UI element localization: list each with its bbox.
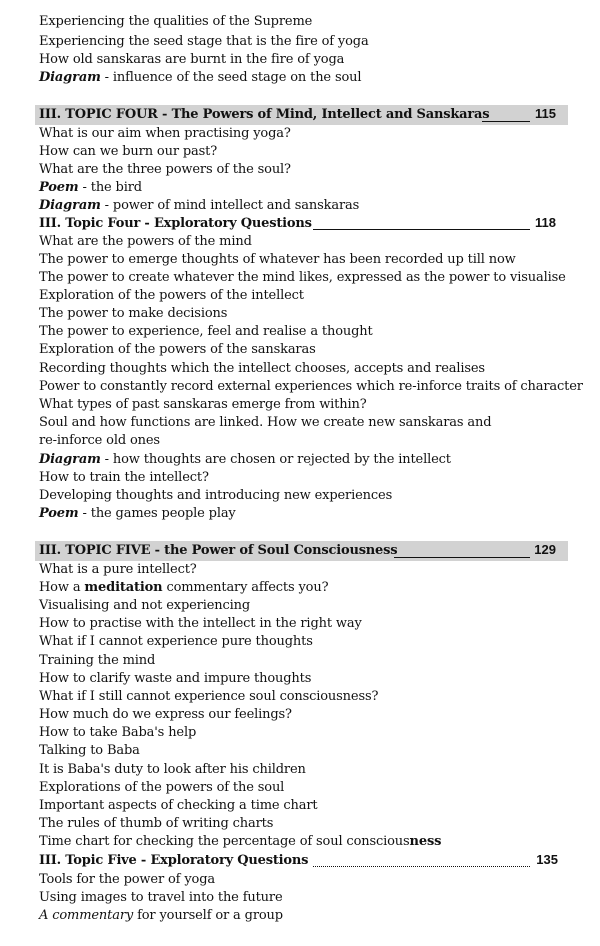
toc-line <box>39 907 283 925</box>
toc-line: How old sanskaras are burnt in the fire of yoga <box>39 52 345 67</box>
toc-line: Talking to Baba <box>39 743 140 758</box>
toc-line: Recording thoughts which the intellect chooses, accepts and realises <box>39 361 485 376</box>
toc-line: The rules of thumb of writing charts <box>39 816 274 831</box>
toc-line: Soul and how functions are linked. How we create new sanskaras and <box>39 415 492 430</box>
toc-line: How to take Baba's help <box>39 725 197 740</box>
subsection-heading: III. Topic Four - Exploratory Questions <box>39 216 312 231</box>
item-text: - the bird <box>78 180 142 195</box>
toc-line: How to practise with the intellect in the right way <box>39 616 362 631</box>
toc-line: Tools for the power of yoga <box>39 872 215 887</box>
leader-line <box>313 866 530 867</box>
section-heading-topic-four: III. TOPIC FOUR - The Powers of Mind, Intellect and Sanskaras <box>39 107 490 122</box>
toc-line: What types of past sanskaras emerge from within? <box>39 397 367 412</box>
toc-line: The power to make decisions <box>39 306 228 321</box>
page-number: 118 <box>535 215 556 230</box>
item-label: Poem <box>39 506 79 521</box>
page-number: 129 <box>534 542 556 557</box>
toc-line: The power to create whatever the mind likes, expressed as the power to visualise <box>39 270 566 285</box>
item-text: commentary affects you? <box>162 580 329 595</box>
item-text: How a <box>39 580 85 595</box>
item-label: Diagram <box>39 198 101 213</box>
item-text: - influence of the seed stage on the soul <box>100 70 362 85</box>
toc-line: Exploration of the powers of the sanskaras <box>39 342 316 357</box>
item-label: Diagram <box>39 452 101 467</box>
toc-line <box>39 505 236 523</box>
toc-line: How to train the intellect? <box>39 470 209 485</box>
item-text: - the games people play <box>78 506 236 521</box>
toc-line: It is Baba's duty to look after his children <box>39 762 306 777</box>
toc-line: The power to emerge thoughts of whatever has been recorded up till now <box>39 252 516 267</box>
toc-line: What if I still cannot experience soul consciousness? <box>39 689 379 704</box>
page-number: 135 <box>536 852 558 867</box>
toc-line: Using images to travel into the future <box>39 890 283 905</box>
toc-line <box>39 579 328 597</box>
toc-line <box>39 833 441 851</box>
item-label: Diagram <box>39 70 101 85</box>
toc-line: How to clarify waste and impure thoughts <box>39 671 312 686</box>
toc-line: What if I cannot experience pure thoughts <box>39 634 313 649</box>
item-italic: A commentary <box>39 908 134 923</box>
toc-line <box>39 69 361 87</box>
toc-line <box>39 179 142 197</box>
toc-line <box>39 197 359 215</box>
leader-line <box>313 229 530 230</box>
toc-line: What is a pure intellect? <box>39 562 197 577</box>
toc-line: re-inforce old ones <box>39 433 160 448</box>
toc-line: Developing thoughts and introducing new experiences <box>39 488 393 503</box>
toc-line: Important aspects of checking a time chart <box>39 798 318 813</box>
leader-line <box>394 557 530 558</box>
item-emphasis: meditation <box>84 580 163 595</box>
toc-line: Visualising and not experiencing <box>39 598 251 613</box>
toc-line: What are the powers of the mind <box>39 234 252 249</box>
item-text: - power of mind intellect and sanskaras <box>100 198 360 213</box>
toc-line: Training the mind <box>39 653 156 668</box>
section-heading-topic-five: III. TOPIC FIVE - the Power of Soul Consciousness <box>39 543 398 558</box>
item-emphasis: ness <box>409 834 442 849</box>
toc-line: The power to experience, feel and realise a thought <box>39 324 373 339</box>
item-text: for yourself or a group <box>133 908 283 923</box>
toc-line: What are the three powers of the soul? <box>39 162 291 177</box>
toc-line: Explorations of the powers of the soul <box>39 780 285 795</box>
page-number: 115 <box>535 106 556 121</box>
item-label: Poem <box>39 180 79 195</box>
toc-line: Experiencing the seed stage that is the fire of yoga <box>39 34 369 49</box>
item-text: Time chart for checking the percentage of soul conscious <box>39 834 410 849</box>
toc-line: How much do we express our feelings? <box>39 707 292 722</box>
toc-line: Experiencing the qualities of the Supreme <box>39 14 313 29</box>
subsection-heading: III. Topic Five - Exploratory Questions <box>39 853 309 868</box>
toc-line: Exploration of the powers of the intellect <box>39 288 304 303</box>
toc-line: How can we burn our past? <box>39 144 218 159</box>
toc-line: What is our aim when practising yoga? <box>39 126 291 141</box>
toc-line: Power to constantly record external experiences which re-inforce traits of character <box>39 379 583 394</box>
item-text: - how thoughts are chosen or rejected by the intellect <box>100 452 451 467</box>
toc-line <box>39 451 451 469</box>
